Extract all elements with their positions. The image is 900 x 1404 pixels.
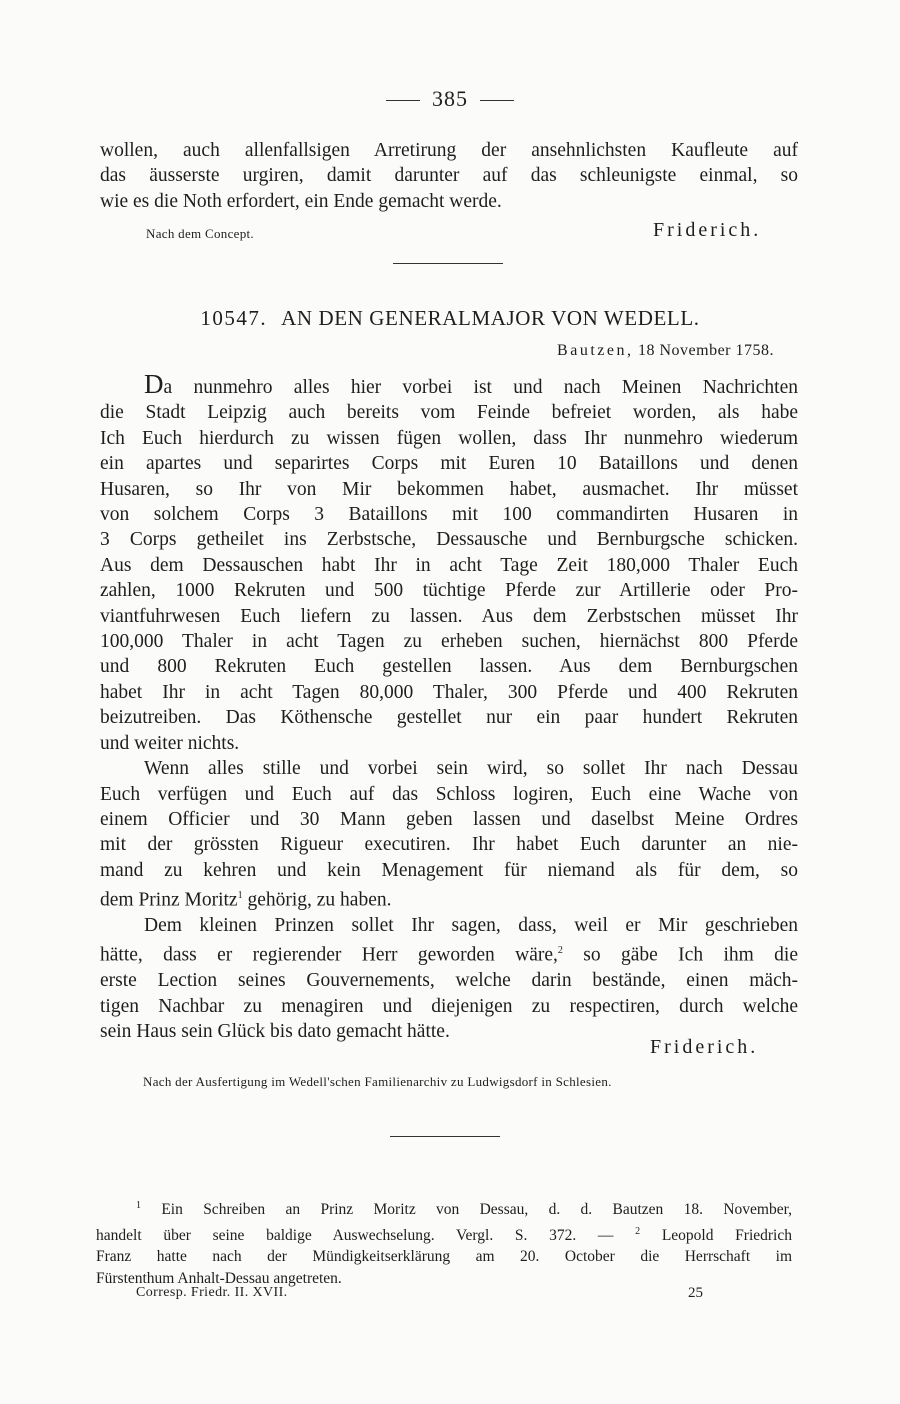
dash-right	[480, 100, 514, 101]
footnote-line: Franz hatte nach der Mündigkeitserklärung am 20. October die Herrschaft im	[96, 1248, 792, 1266]
text-line: mand zu kehren und kein Menagement für niemand als für dem, so	[100, 859, 798, 881]
text-line: 3 Corps getheilet ins Zerbstsche, Dessausche und Bernburgsche schicken.	[100, 529, 798, 551]
text-line: dem Prinz Moritz$^1$ gehörig, zu haben.	[100, 889, 392, 911]
text-line: von solchem Corps 3 Bataillons mit 100 commandirten Husaren in	[100, 504, 798, 526]
letter-title: AN DEN GENERALMAJOR VON WEDELL.	[281, 306, 700, 330]
drop-cap: D	[144, 369, 164, 399]
text-line: einem Officier und 30 Mann geben lassen und daselbst Meine Ordres	[100, 808, 798, 830]
signature: Friderich.	[650, 1036, 759, 1058]
intro-paragraph	[100, 138, 798, 214]
page-number: 385	[0, 86, 900, 112]
text-line: Da nunmehro alles hier vorbei ist und nach Meinen Nachrichten	[144, 369, 798, 399]
text-line: Aus dem Dessauschen habt Ihr in acht Tage Zeit 180,000 Thaler Euch	[100, 554, 798, 576]
source-note: Nach dem Concept.	[146, 226, 254, 241]
text-line: Wenn alles stille und vorbei sein wird, so sollet Ihr nach Dessau	[144, 758, 798, 780]
source-note: Nach der Ausfertigung im Wedell'schen Familienarchiv zu Ludwigsdorf in Schlesien.	[143, 1074, 612, 1089]
letter-body	[100, 369, 798, 1045]
text-line: und weiter nichts.	[100, 732, 240, 754]
text-line: tigen Nachbar zu menagiren und diejenigen zu respectiren, durch welche	[100, 995, 798, 1017]
footnote-ref[interactable]: 1	[237, 890, 243, 902]
text-line: sein Haus sein Glück bis dato gemacht hätte.	[100, 1021, 450, 1043]
footnote-ref[interactable]: 2	[557, 945, 563, 957]
signature-mark: 25	[688, 1285, 703, 1301]
text-line: die Stadt Leipzig auch bereits vom Feinde befreiet worden, als habe	[100, 402, 798, 424]
text-line: Dem kleinen Prinzen sollet Ihr sagen, dass, weil er Mir geschrieben	[144, 915, 798, 937]
footnote-marker: 1	[136, 1200, 141, 1211]
text-line: habet Ihr in acht Tagen 80,000 Thaler, 300 Pferde und 400 Rekruten	[100, 681, 798, 703]
text-line: Euch verfügen und Euch auf das Schloss logiren, Euch eine Wache von	[100, 783, 798, 805]
separator-rule	[390, 1136, 500, 1137]
text-line: hätte, dass er regierender Herr geworden wäre,$^2$ so gäbe Ich ihm die	[100, 944, 798, 966]
dateline-date: 18 November 1758.	[637, 342, 774, 359]
series-title: Corresp. Friedr. II. XVII.	[136, 1285, 288, 1300]
text-line: das äusserste urgiren, damit darunter auf das schleunigste einmal, so	[100, 165, 798, 187]
text-line: wie es die Noth erfordert, ein Ende gemacht werde.	[100, 190, 502, 212]
text-line: Husaren, so Ihr von Mir bekommen habet, ausmachet. Ihr müsset	[100, 478, 798, 500]
text-line: beizutreiben. Das Köthensche gestellet nur ein paar hundert Rekruten	[100, 707, 798, 729]
text-line: Ich Euch hierdurch zu wissen fügen wollen, dass Ihr nunmehro wiederum	[100, 427, 798, 449]
letter-number: 10547.	[200, 306, 268, 330]
text-line: 100,000 Thaler in acht Tagen zu erheben suchen, hiernächst 800 Pferde	[100, 631, 798, 653]
footnotes	[96, 1195, 792, 1289]
dateline	[557, 342, 774, 360]
footnote-line: Fürstenthum Anhalt-Dessau angetreten.	[96, 1269, 342, 1287]
text-line: zahlen, 1000 Rekruten und 500 tüchtige Pferde zur Artillerie oder Pro-	[100, 580, 798, 602]
footnote-line: $^1$ Ein Schreiben an Prinz Moritz von Dessau, d. d. Bautzen 18. November,	[136, 1200, 792, 1219]
footnote-marker: 2	[635, 1225, 641, 1237]
text-line: viantfuhrwesen Euch liefern zu lassen. Aus dem Zerbstschen müsset Ihr	[100, 605, 798, 627]
text-line: erste Lection seines Gouvernements, welche darin bestände, einen mäch-	[100, 970, 798, 992]
signature: Friderich.	[653, 219, 762, 241]
dateline-place: Bautzen,	[557, 342, 634, 359]
letter-heading	[0, 306, 900, 331]
dash-left	[386, 100, 420, 101]
footnote-line: handelt über seine baldige Auswechselung. Vergl. S. 372. — $^2$ Leopold Friedrich	[96, 1225, 792, 1244]
text-line: mit der grössten Rigueur executiren. Ihr habet Euch darunter an nie-	[100, 834, 798, 856]
text-line: und 800 Rekruten Euch gestellen lassen. Aus dem Bernburgschen	[100, 656, 798, 678]
separator-rule	[393, 263, 503, 264]
text-line: ein apartes und separirtes Corps mit Euren 10 Bataillons und denen	[100, 453, 798, 475]
text-line: wollen, auch allenfallsigen Arretirung der ansehnlichsten Kaufleute auf	[100, 140, 798, 161]
